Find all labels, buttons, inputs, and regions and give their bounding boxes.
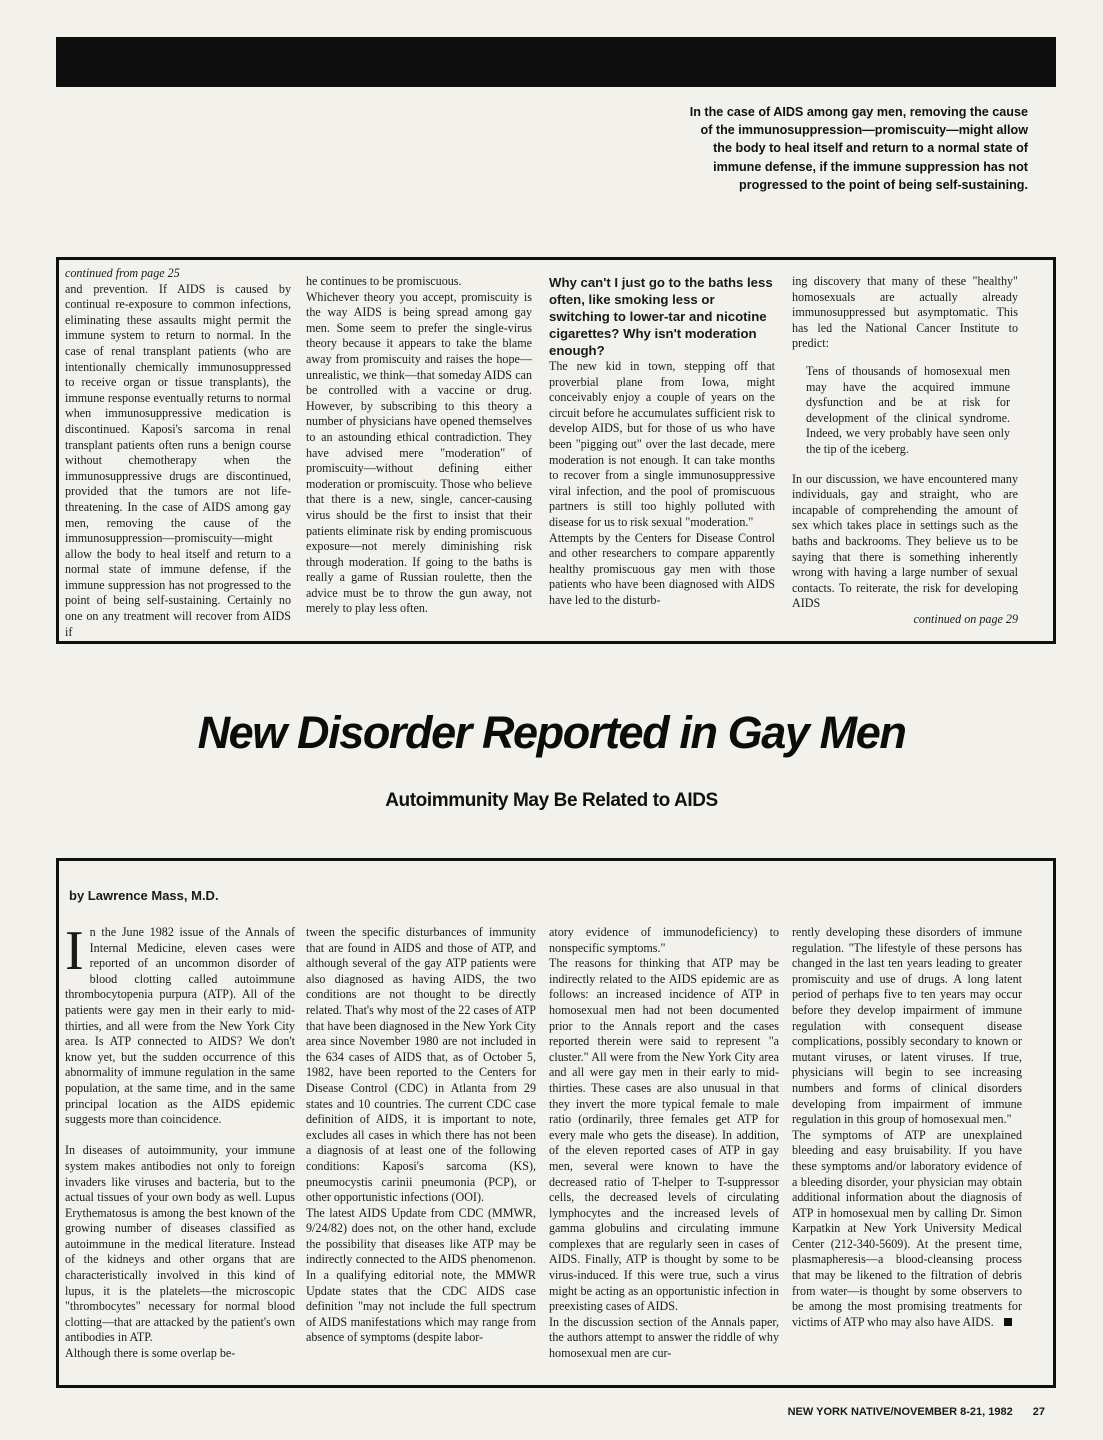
end-mark-icon: [1004, 1318, 1012, 1326]
page-footer: [788, 1406, 1045, 1418]
article1-column-2: he continues to be promiscuous. Whichever theory you accept, promiscuity is the way AIDS is being spread among gay men. Some seem to prefer the single-virus theory because it appears to take the blame away from promiscuity and raises the hope—unrealistic, we think—that someday AIDS can be controlled with a vaccine or drug. However, by subscribing to this theory a number of physicians have opened themselves to an astounding ethical contradiction. They have advised mere "moderation" of promiscuity—without defining either moderation or promiscuity. Those who believe that there is a new, single, cancer-causing virus should be the first to insist that their patients eliminate risk by ending promiscuous exposure—not merely diminishing risk through moderation. If going to the baths is really a game of Russian roulette, then the advice must be to throw the gun away, not merely to play less often.: [306, 274, 532, 616]
article2-col4-text: rently developing these disorders of immune regulation. "The lifestyle of these persons has changed in the last ten years leading to greater promiscuity and use of drugs. A long latent period of perhaps five to ten years may occur before they develop impairment of immune regulation with consequent disease complications, possibly secondary to known or mutant viruses, or latent viruses. If true, physicians will begin to see increasing numbers and forms of clinical disorders developing from impairment of immune regulation in this group of homosexual men." The symptoms of ATP are unexplained bleeding and easy bruisability. If you have these symptoms and/or laboratory evidence of a bleeding disorder, your physician may obtain additional information about the diagnosis of ATP in homosexual men by calling Dr. Simon Karpatkin at New York University Medical Center (212-340-5609). At the present time, plasmapheresis—a blood-cleansing process that may be likened to the filtration of debris from water—is thought by some observers to be among the most promising treatments for victims of ATP who may also have AIDS.: [792, 925, 1022, 1329]
continued-on-note: continued on page 29: [913, 611, 1018, 626]
byline: by Lawrence Mass, M.D.: [69, 888, 219, 903]
article1-col4-text-a: ing discovery that many of these "healthy" homosexuals are actually already immunosuppressed but asymptomatic. This has led the National Cancer Institute to predict:: [792, 274, 1018, 351]
drop-cap: I: [65, 920, 84, 982]
article2-column-3: atory evidence of immunodeficiency) to nonspecific symptoms." The reasons for thinking that ATP may be indirectly related to the AIDS epidemic are as follows: an increased incidence of ATP in homosexual men had not been documented prior to the Annals report and the cases reported therein were said to represent "a cluster." All were from the New York City area and all were gay men in their early to mid-thirties. These cases are also unusual in that they invert the more typical female to male ratio (ordinarily, three females get ATP for every male who gets the disease). In addition, of the eleven reported cases of ATP in gay men, several were known to have the decreased ratio of T-helper to T-suppressor cells, the decreased levels of circulating lymphocytes and the increased levels of gamma globulins and circulating immune complexes that are regularly seen in cases of AIDS. Finally, ATP is thought by some to be virus-induced. If this were true, such a virus might be acting as an opportunistic infection in preexisting cases of AIDS. In the discussion section of the Annals paper, the authors attempt to answer the riddle of why homosexual men are cur-: [549, 925, 779, 1361]
article-headline: New Disorder Reported in Gay Men: [197, 707, 906, 758]
article2-col1-text-a: n the June 1982 issue of the Annals of Internal Medicine, eleven cases were reported of an uncommon disorder of blood clotting called autoimmune thrombocytopenia purpura (ATP). All of the patients were gay men in their early to mid-thirties, and all were from the New York City area. Is ATP connected to AIDS? We don't know yet, but the sudden occurrence of this abnormality of immune regulation in the same population, at the same time, and in the same principal location as the AIDS epidemic suggests more than coincidence.: [65, 925, 295, 1127]
main-article-box: [56, 858, 1056, 1388]
article1-column-1: [65, 266, 291, 640]
continued-from-note: continued from page 25: [65, 266, 180, 280]
article1-col1-text: and prevention. If AIDS is caused by continual re-exposure to common infections, eliminating these assaults might permit the immune system to return to normal. In the case of renal transplant patients (who are intentionally chemically immunosuppressed to receive organ or tissue transplants), the immune response eventually returns to normal when immunosuppressive medication is discontinued. Kaposi's sarcoma in renal transplant patients often runs a benign course without chemotherapy when the immunosuppressive drugs are discontinued, provided that the tumors are not life-threatening. In the case of AIDS among gay men, removing the cause of the immunosuppression—promiscuity—might allow the body to heal itself and return to a normal state of immune defense, if the immune suppression has not progressed to the point of being self-sustaining. Certainly no one on any treatment will recover from AIDS if: [65, 281, 291, 639]
article-subhead: Autoimmunity May Be Related to AIDS: [385, 790, 718, 811]
article1-col3-text: The new kid in town, stepping off that proverbial plane from Iowa, might conceivably enjoy a couple of years on the circuit before he accumulates sufficient risk to develop AIDS, but for those of us who have been "pigging out" over the last decade, mere moderation is not enough. It can take months to recover from a single immunosuppressive viral infection, and the pool of promiscuous partners is still too highly polluted with disease for us to risk sexual "moderation." Attempts by the Centers for Disease Control and other researchers to compare apparently healthy promiscuous gay men with those patients who have been diagnosed with AIDS have led to the disturb-: [549, 359, 775, 607]
article2-column-1: [65, 920, 295, 1362]
pull-quote: In the case of AIDS among gay men, removing the cause of the immunosuppression—promiscuity—might allow the body to heal itself and return to a normal state of immune defense, if the immune suppression has not progressed to the point of being self-sustaining.: [689, 105, 1028, 192]
article2-column-4: [792, 925, 1022, 1330]
page-number: 27: [1032, 1406, 1045, 1418]
article1-col4-text-b: In our discussion, we have encountered many individuals, gay and straight, who are incapable of comprehending the amount of sex which takes place in settings such as the baths and backrooms. They believe us to be saying that there is something inherently wrong with having a large number of sexual contacts. To reiterate, the risk for developing AIDS: [792, 471, 1018, 611]
article2-col1-text-b: In diseases of autoimmunity, your immune system makes antibodies not only to foreign invaders like viruses and bacteria, but to the actual tissues of your own body as well. Lupus Erythematosus is among the best known of the growing number of diseases classified as autoimmune in the medical literature. Instead of the kidneys and other organs that are characteristically involved in this kind of lupus, it is the platelets—the microscopic "thrombocytes" necessary for normal blood clotting—that are attacked by the patient's own antibodies in ATP. Although there is some overlap be-: [65, 1143, 295, 1361]
article2-column-2: tween the specific disturbances of immunity that are found in AIDS and those of ATP, and although several of the gay ATP patients were also diagnosed as having AIDS, the two conditions are not thought to be directly related. That's why most of the 22 cases of ATP that have been diagnosed in the New York City area since November 1980 are not included in the 634 cases of AIDS that, as of October 5, 1982, have been reported to the Centers for Disease Control (CDC) in Atlanta from 29 states and 10 countries. The current CDC case definition of AIDS, it is important to note, excludes all cases in which there has not been a diagnosis of at least one of the following conditions: Kaposi's sarcoma (KS), pneumocystis carinii pneumonia (PCP), or other opportunistic infections (OOI). The latest AIDS Update from CDC (MMWR, 9/24/82) does not, on the other hand, exclude the possibility that diseases like ATP may be indirectly connected to the AIDS phenomenon. In a qualifying editorial note, the MMWR Update states that the CDC AIDS case definition "may not include the full spectrum of AIDS manifestations which may range from absence of symptoms (despite labor-: [306, 925, 536, 1345]
nci-quote: Tens of thousands of homosexual men may have the acquired immune dysfunction and be at risk for development of the clinical syndrome. Indeed, we very probably have seen only the tip of the iceberg.: [806, 363, 1010, 456]
top-black-bar: [56, 37, 1056, 87]
question-heading: Why can't I just go to the baths less often, like smoking less or switching to lower-tar and nicotine cigarettes? Why isn't moderation enough?: [549, 275, 773, 358]
article1-column-4: [792, 274, 1018, 627]
continued-article-box: [56, 257, 1056, 644]
article1-column-3: [549, 274, 775, 609]
publication-line: NEW YORK NATIVE/NOVEMBER 8-21, 1982: [787, 1406, 1013, 1418]
